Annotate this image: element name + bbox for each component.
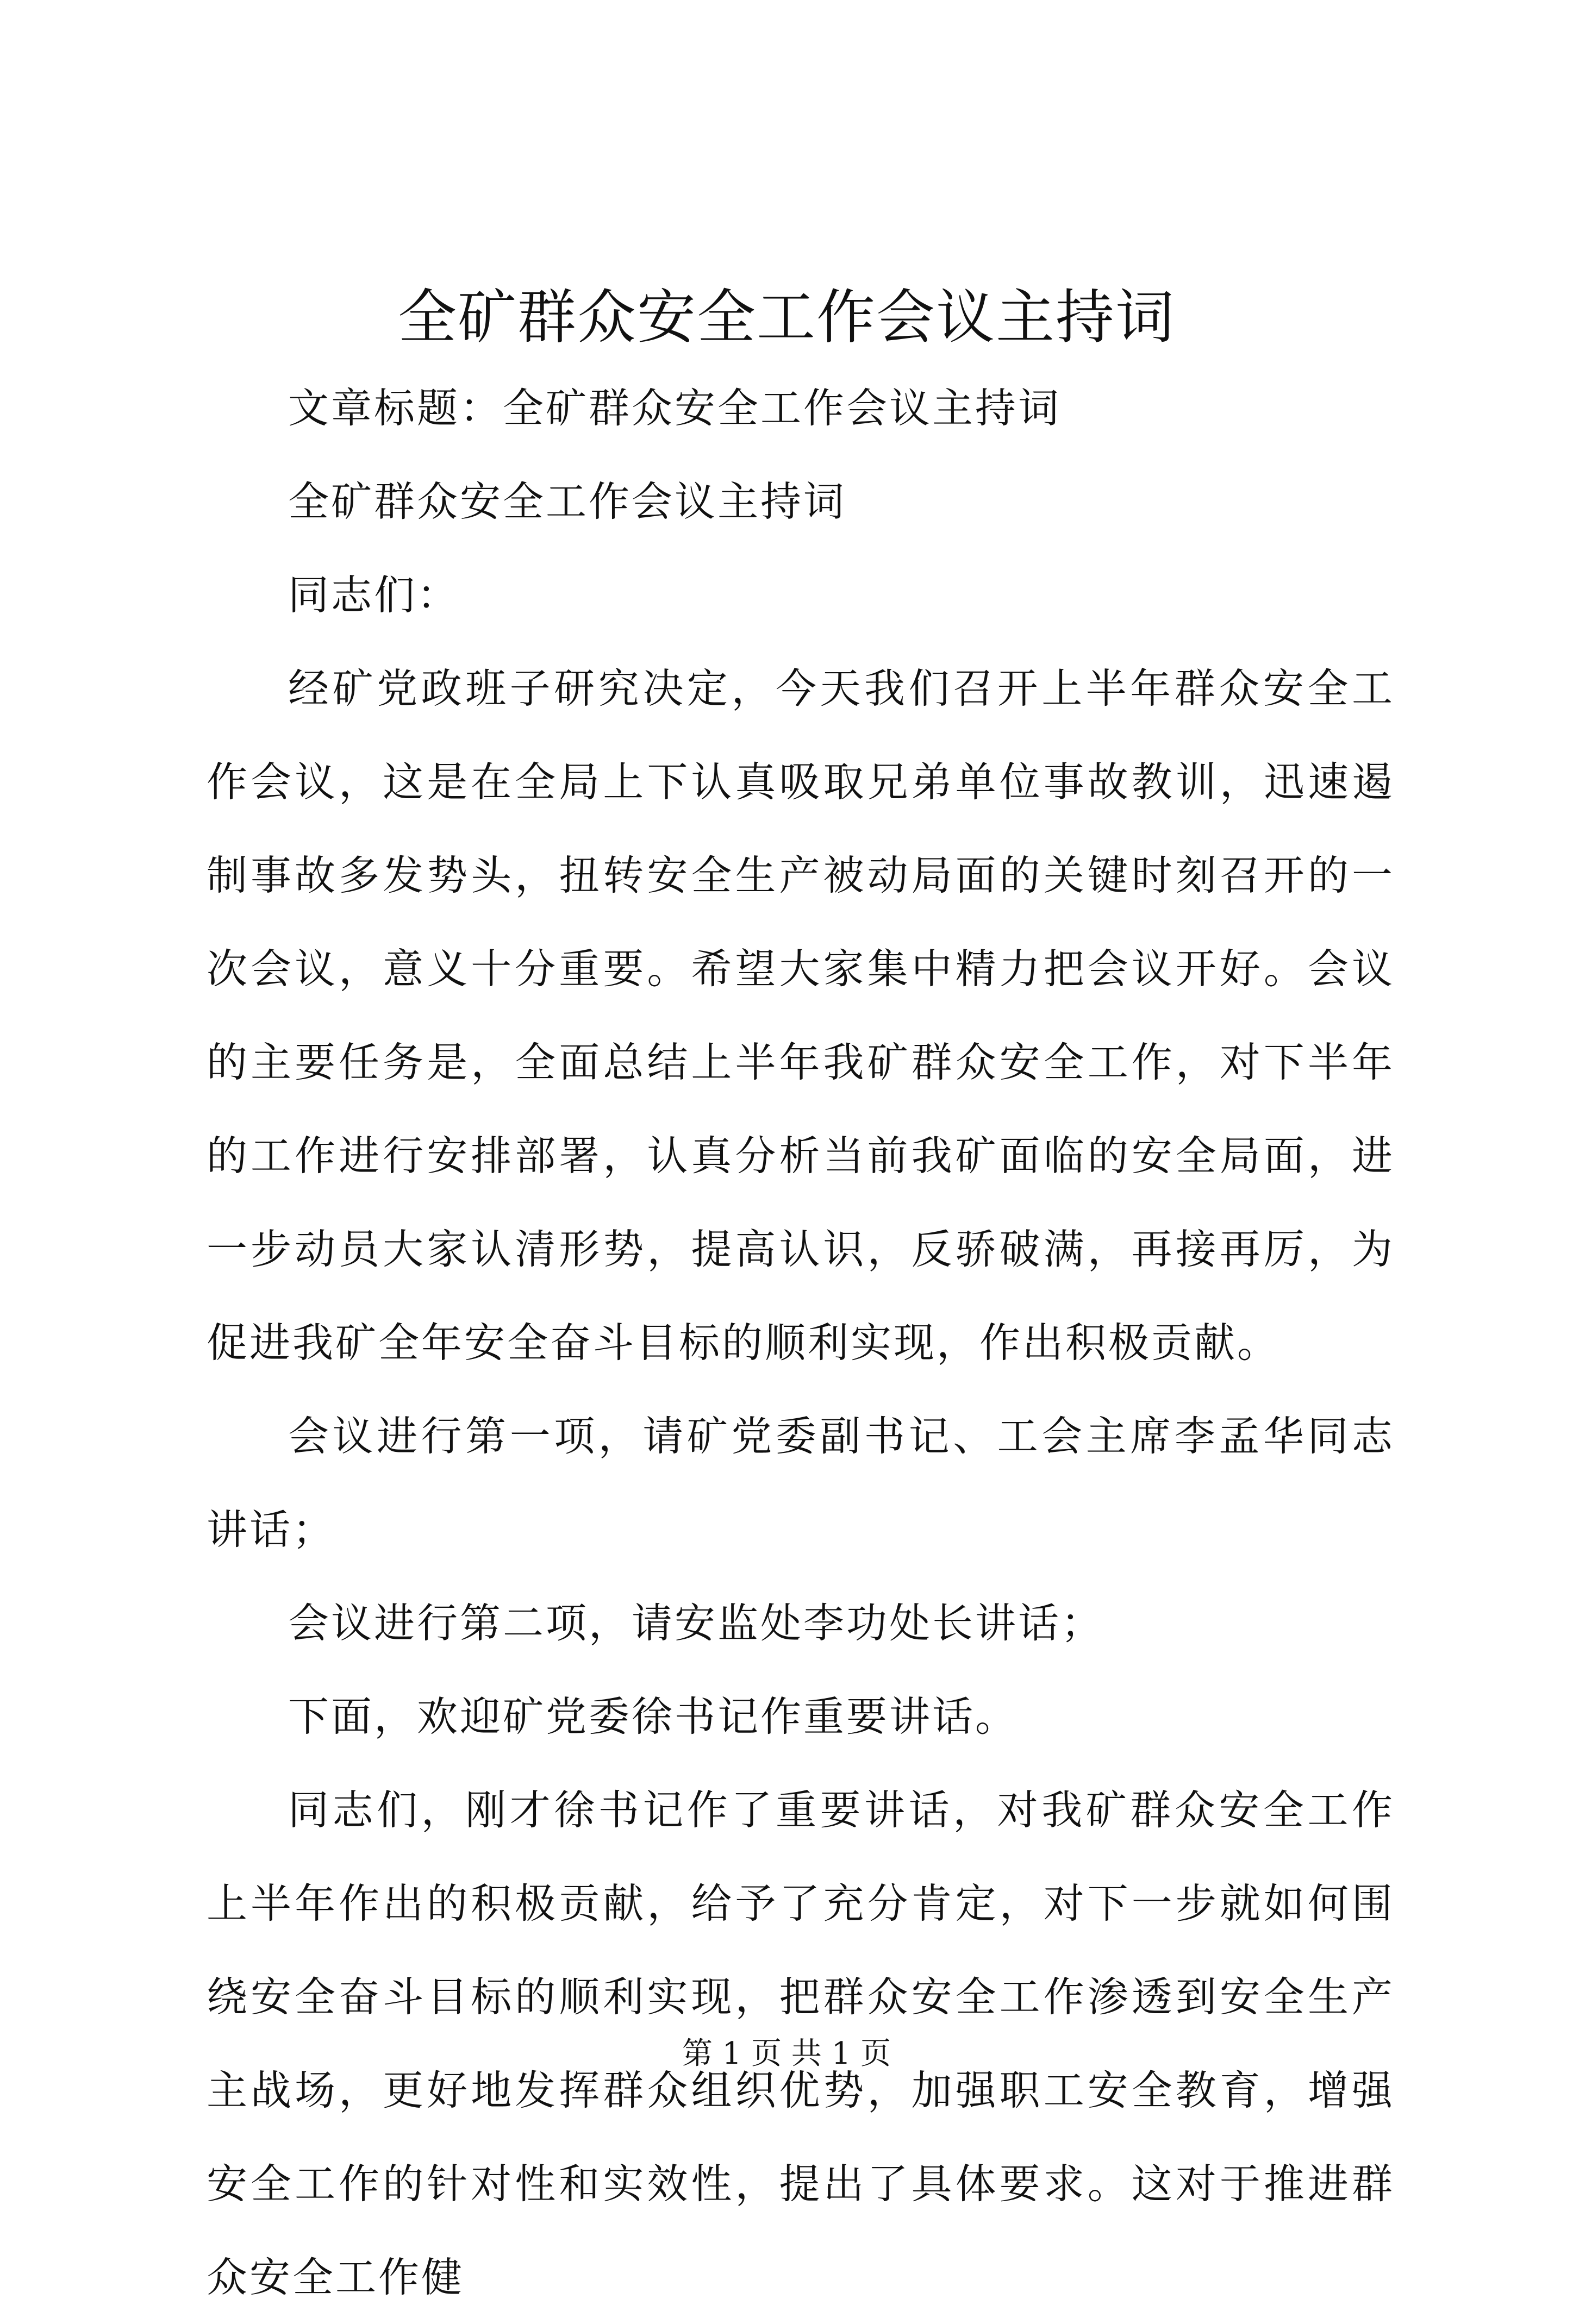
paragraph-item-3: 下面，欢迎矿党委徐书记作重要讲话。 xyxy=(288,1693,1019,1740)
subtitle-line: 全矿群众安全工作会议主持词 xyxy=(288,478,847,525)
document-title: 全矿群众安全工作会议主持词 xyxy=(397,284,1175,352)
article-title-line: 文章标题：全矿群众安全工作会议主持词 xyxy=(288,384,1062,432)
document-body xyxy=(207,361,1395,2324)
page-footer: 第 1 页 共 1 页 xyxy=(682,2036,891,2071)
salutation: 同志们： xyxy=(288,571,460,619)
paragraph-item-2: 会议进行第二项，请安监处李功处长讲话； xyxy=(288,1599,1104,1647)
paragraph-opening: 经矿党政班子研究决定，今天我们召开上半年群众安全工作会议，这是在全局上下认真吸取兄弟单位事故教训，迅速遏制事故多发势头，扭转安全生产被动局面的关键时刻召开的一次会议，意义十分重要。希望大家集中精力把会议开好。会议的主要任务是，全面总结上半年我矿群众安全工作，对下半年的工作进行安排部署，认真分析当前我矿面临的安全局面，进一步动员大家认清形势，提高认识，反骄破满，再接再厉，为促进我矿全年安全奋斗目标的顺利实现，作出积极贡献。 xyxy=(207,665,1395,1367)
paragraph-closing: 同志们，刚才徐书记作了重要讲话，对我矿群众安全工作上半年作出的积极贡献，给予了充分肯定，对下一步就如何围绕安全奋斗目标的顺利实现，把群众安全工作渗透到安全生产主战场，更好地发挥群众组织优势，加强职工安全教育，增强安全工作的针对性和实效性，提出了具体要求。这对于推进群众安全工作健 xyxy=(207,1786,1395,2301)
paragraph-item-1: 会议进行第一项，请矿党委副书记、工会主席李孟华同志讲话； xyxy=(207,1412,1395,1553)
